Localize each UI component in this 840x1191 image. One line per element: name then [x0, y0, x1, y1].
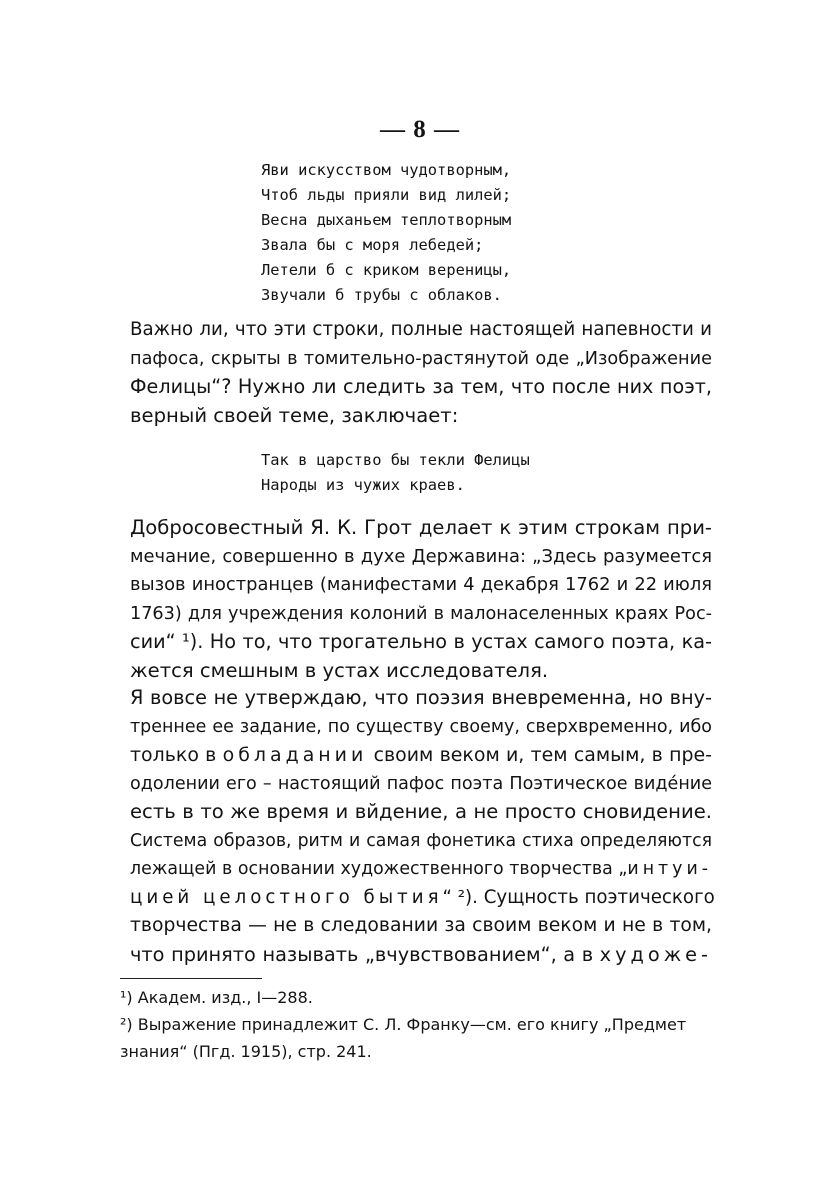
- text-line: [130, 741, 712, 770]
- text-line: Система образов, ритм и самая фонетика стиха определяются: [130, 830, 712, 851]
- verse-line: Чтоб льды прияли вид лилей;: [261, 186, 512, 204]
- footnote-2-cont: знания“ (Пгд. 1915), стр. 241.: [120, 1042, 372, 1061]
- emphasis-spaced: цией целостного бытия: [130, 886, 443, 908]
- text-line: творчества — не в следовании за своим веком и не в том,: [130, 915, 712, 936]
- emphasis-spaced: интуи-: [627, 859, 712, 879]
- text-line: одолении его – настоящий пафос поэта Поэтическое видéние: [130, 773, 712, 794]
- text-line: жется смешным в устах исследователя.: [130, 658, 549, 682]
- verse-line: Весна дыханьем теплотворным: [261, 211, 512, 229]
- text-line: Добросовестный Я. К. Грот делает к этим строкам при-: [130, 516, 712, 539]
- emphasis-spaced: обладании: [222, 744, 368, 766]
- paragraph-3: [130, 684, 715, 969]
- text-line: сии“ ¹). Но то, что трогательно в устах самого поэта, ка-: [130, 630, 712, 653]
- paragraph-1: [130, 316, 712, 430]
- text-line: вызов иностранцев (манифестами 4 декабря 1762 и 22 июля: [130, 574, 712, 595]
- verse-line: Народы из чужих краев.: [261, 476, 465, 494]
- text-line: [130, 884, 715, 913]
- emphasis-spaced: художе-: [599, 942, 712, 966]
- text-run: что принято называть „вчувствованием“, а в: [130, 942, 594, 966]
- footnote-divider: [120, 978, 262, 979]
- text-line: Важно ли, что эти строки, полные настоящей напевности и: [130, 319, 712, 340]
- footnotes: [120, 984, 686, 1065]
- text-line: мечание, совершенно в духе Державина: „Здесь разумеется: [130, 545, 712, 567]
- text-line: Фелицы“? Нужно ли следить за тем, что после них поэт,: [130, 375, 712, 398]
- text-run: “ ²). Сущность поэтического: [442, 886, 715, 908]
- text-line: 1763) для учреждения колоний в малонаселенных краях Рос-: [130, 603, 712, 624]
- text-line: [130, 855, 712, 884]
- verse-line: Звала бы с моря лебедей;: [261, 236, 484, 254]
- footnote-1: ¹) Академ. изд., I—288.: [120, 988, 313, 1007]
- verse-quote-2: [261, 448, 530, 498]
- text-line: верный своей теме, заключает:: [130, 403, 459, 427]
- text-line: Я вовсе не утверждаю, что поэзия вневременна, но вну-: [130, 686, 712, 709]
- verse-line: Так в царство бы текли Фелицы: [261, 451, 530, 469]
- text-line: пафоса, скрыты в томительно-растянутой оде „Изображение: [130, 348, 712, 369]
- text-run: только в: [130, 744, 217, 766]
- paragraph-2: [130, 514, 712, 685]
- text-run: своим веком и, тем самым, в пре-: [373, 744, 712, 766]
- page-number: — 8 —: [380, 116, 460, 143]
- verse-quote-1: [261, 158, 511, 308]
- verse-line: Звучали б трубы с облаков.: [261, 286, 502, 304]
- text-line: треннее ее задание, по существу своему, сверхвременно, ибо: [130, 716, 712, 737]
- text-run: лежащей в основании художественного творчества „: [130, 859, 628, 879]
- text-line: [130, 941, 712, 970]
- footnote-2: ²) Выражение принадлежит С. Л. Франку—см. его книгу „Предмет: [120, 1015, 687, 1034]
- verse-line: Яви искусством чудотворным,: [261, 161, 512, 179]
- text-line: есть в то же время и вйдение, а не просто сновидение.: [130, 800, 712, 823]
- verse-line: Летели б с криком вереницы,: [261, 261, 512, 279]
